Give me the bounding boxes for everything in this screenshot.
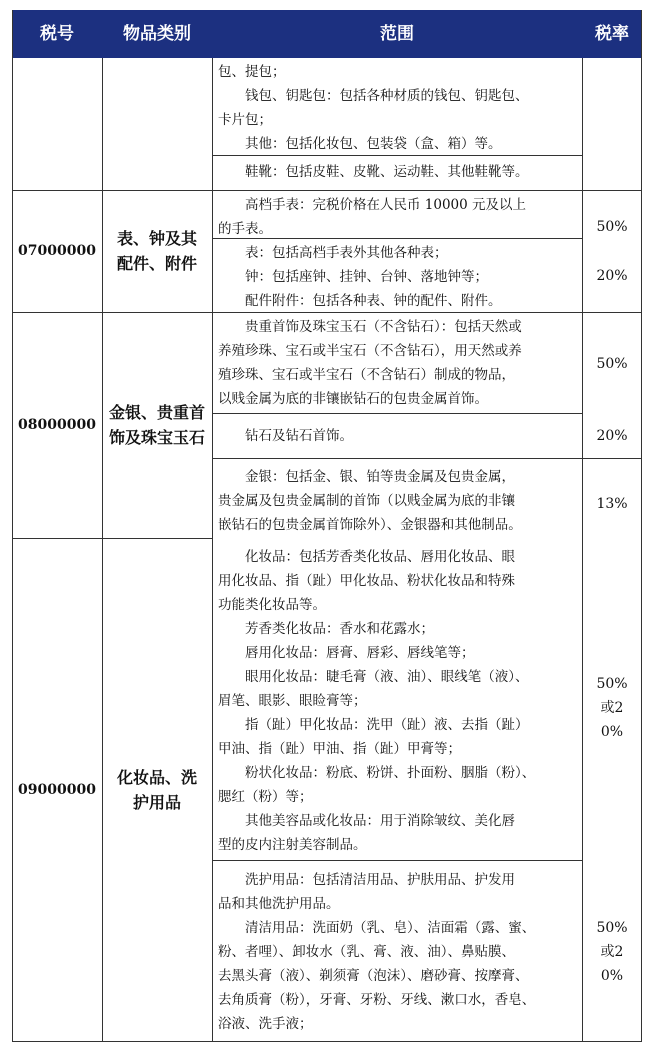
table-header bbox=[12, 10, 642, 58]
range-line: 的手表。 bbox=[218, 221, 272, 237]
range-line: 表：包括高档手表外其他各种表； bbox=[245, 245, 448, 261]
row-divider bbox=[212, 458, 642, 459]
range-line: 金银：包括金、银、铂等贵金属及包贵金属， bbox=[245, 469, 515, 485]
range-line: 高档手表：完税价格在人民币 10000 元及以上 bbox=[245, 197, 527, 213]
tax-rate: 50% bbox=[596, 219, 628, 235]
sub-divider bbox=[212, 413, 582, 414]
item-category bbox=[102, 538, 212, 1042]
range-line: 唇用化妆品：唇膏、唇彩、唇线笔等； bbox=[245, 645, 475, 661]
range-line: 养殖珍珠、宝石或半宝石（不含钻石），用天然或养 bbox=[218, 343, 522, 359]
header-range: 范围 bbox=[380, 24, 414, 44]
tax-code: 08000000 bbox=[18, 417, 96, 433]
item-category-text: 金银、贵重首饰及珠宝玉石 bbox=[109, 403, 206, 447]
tax-code: 07000000 bbox=[18, 243, 96, 259]
range-cell bbox=[218, 241, 578, 313]
range-line: 钟：包括座钟、挂钟、台钟、落地钟等； bbox=[245, 269, 488, 285]
range-line: 钻石及钻石首饰。 bbox=[245, 428, 353, 444]
item-category bbox=[102, 190, 212, 312]
divider bbox=[582, 58, 583, 1042]
range-cell bbox=[218, 424, 578, 448]
range-cell bbox=[218, 60, 578, 156]
range-line: 其他：包括化妆包、包装袋（盒、箱）等。 bbox=[245, 136, 502, 152]
range-line: 贵重首饰及珠宝玉石（不含钻石）：包括天然或 bbox=[245, 319, 522, 335]
range-line: 用化妆品、指（趾）甲化妆品、粉状化妆品和特殊 bbox=[218, 573, 515, 589]
range-line: 指（趾）甲化妆品：洗甲（趾）液、去指（趾） bbox=[245, 717, 529, 733]
range-line: 去黑头膏（液）、剃须膏（泡沫）、磨砂膏、按摩膏、 bbox=[218, 968, 529, 984]
item-category bbox=[102, 312, 212, 538]
header-rate: 税率 bbox=[595, 24, 629, 44]
divider bbox=[212, 58, 213, 1042]
tax-rate: 13% bbox=[596, 496, 628, 512]
range-line: 眉笔、眼影、眼睑膏等； bbox=[218, 693, 367, 709]
header-code: 税号 bbox=[40, 24, 74, 44]
header-category: 物品类别 bbox=[123, 24, 191, 44]
range-cell bbox=[218, 315, 578, 411]
tax-rate: 20% bbox=[596, 428, 628, 444]
range-line: 粉状化妆品：粉底、粉饼、扑面粉、胭脂（粉）、 bbox=[245, 765, 536, 781]
sub-divider bbox=[212, 860, 582, 861]
range-line: 鞋靴：包括皮鞋、皮靴、运动鞋、其他鞋靴等。 bbox=[245, 164, 529, 180]
range-cell bbox=[218, 465, 578, 537]
range-line: 浴液、洗手液； bbox=[218, 1016, 313, 1032]
range-line: 配件附件：包括各种表、钟的配件、附件。 bbox=[245, 293, 502, 309]
range-line: 贵金属及包贵金属制的首饰（以贱金属为底的非镶 bbox=[218, 493, 515, 509]
range-line: 甲油、指（趾）甲油、指（趾）甲膏等； bbox=[218, 741, 461, 757]
range-line: 功能类化妆品等。 bbox=[218, 597, 326, 613]
range-line: 清洁用品：洗面奶（乳、皂）、洁面霜（露、蜜、 bbox=[245, 920, 536, 936]
range-line: 品和其他洗护用品。 bbox=[218, 896, 340, 912]
range-line: 其他美容品或化妆品：用于消除皱纹、美化唇 bbox=[245, 813, 515, 829]
range-cell bbox=[218, 193, 578, 241]
tax-rate bbox=[582, 916, 642, 988]
range-cell bbox=[218, 160, 578, 184]
range-line: 以贱金属为底的非镶嵌钻石的包贵金属首饰。 bbox=[218, 391, 488, 407]
tax-rate: 20% bbox=[596, 268, 628, 284]
item-category-text: 化妆品、洗护用品 bbox=[116, 768, 197, 812]
range-line: 包、提包； bbox=[218, 64, 286, 80]
range-line: 卡片包； bbox=[218, 112, 272, 128]
range-line: 嵌钻石的包贵金属首饰除外）、金银器和其他制品。 bbox=[218, 517, 522, 533]
range-line: 洗护用品：包括清洁用品、护肤用品、护发用 bbox=[245, 872, 515, 888]
tax-rate-text: 50%或20% bbox=[596, 676, 628, 740]
range-line: 型的皮内注射美容制品。 bbox=[218, 837, 367, 853]
tax-code: 09000000 bbox=[18, 782, 96, 798]
range-line: 钱包、钥匙包：包括各种材质的钱包、钥匙包、 bbox=[245, 88, 529, 104]
item-category-text: 表、钟及其配件、附件 bbox=[116, 229, 197, 273]
tax-rate-table bbox=[12, 10, 642, 1042]
range-line: 腮红（粉）等； bbox=[218, 789, 313, 805]
range-line: 芳香类化妆品：香水和花露水； bbox=[245, 621, 434, 637]
tax-rate bbox=[582, 672, 642, 744]
tax-rate-text: 50%或20% bbox=[596, 920, 628, 984]
range-cell bbox=[218, 545, 578, 857]
range-line: 去角质膏（粉），牙膏、牙粉、牙线、漱口水，香皂、 bbox=[218, 992, 536, 1008]
range-line: 粉、者哩）、卸妆水（乳、膏、液、油）、鼻贴膜、 bbox=[218, 944, 515, 960]
tax-rate: 50% bbox=[596, 356, 628, 372]
range-cell bbox=[218, 868, 578, 1036]
range-line: 眼用化妆品：睫毛膏（液、油）、眼线笔（液）、 bbox=[245, 669, 529, 685]
range-line: 殖珍珠、宝石或半宝石（不含钻石）制成的物品， bbox=[218, 367, 515, 383]
range-line: 化妆品：包括芳香类化妆品、唇用化妆品、眼 bbox=[245, 549, 515, 565]
